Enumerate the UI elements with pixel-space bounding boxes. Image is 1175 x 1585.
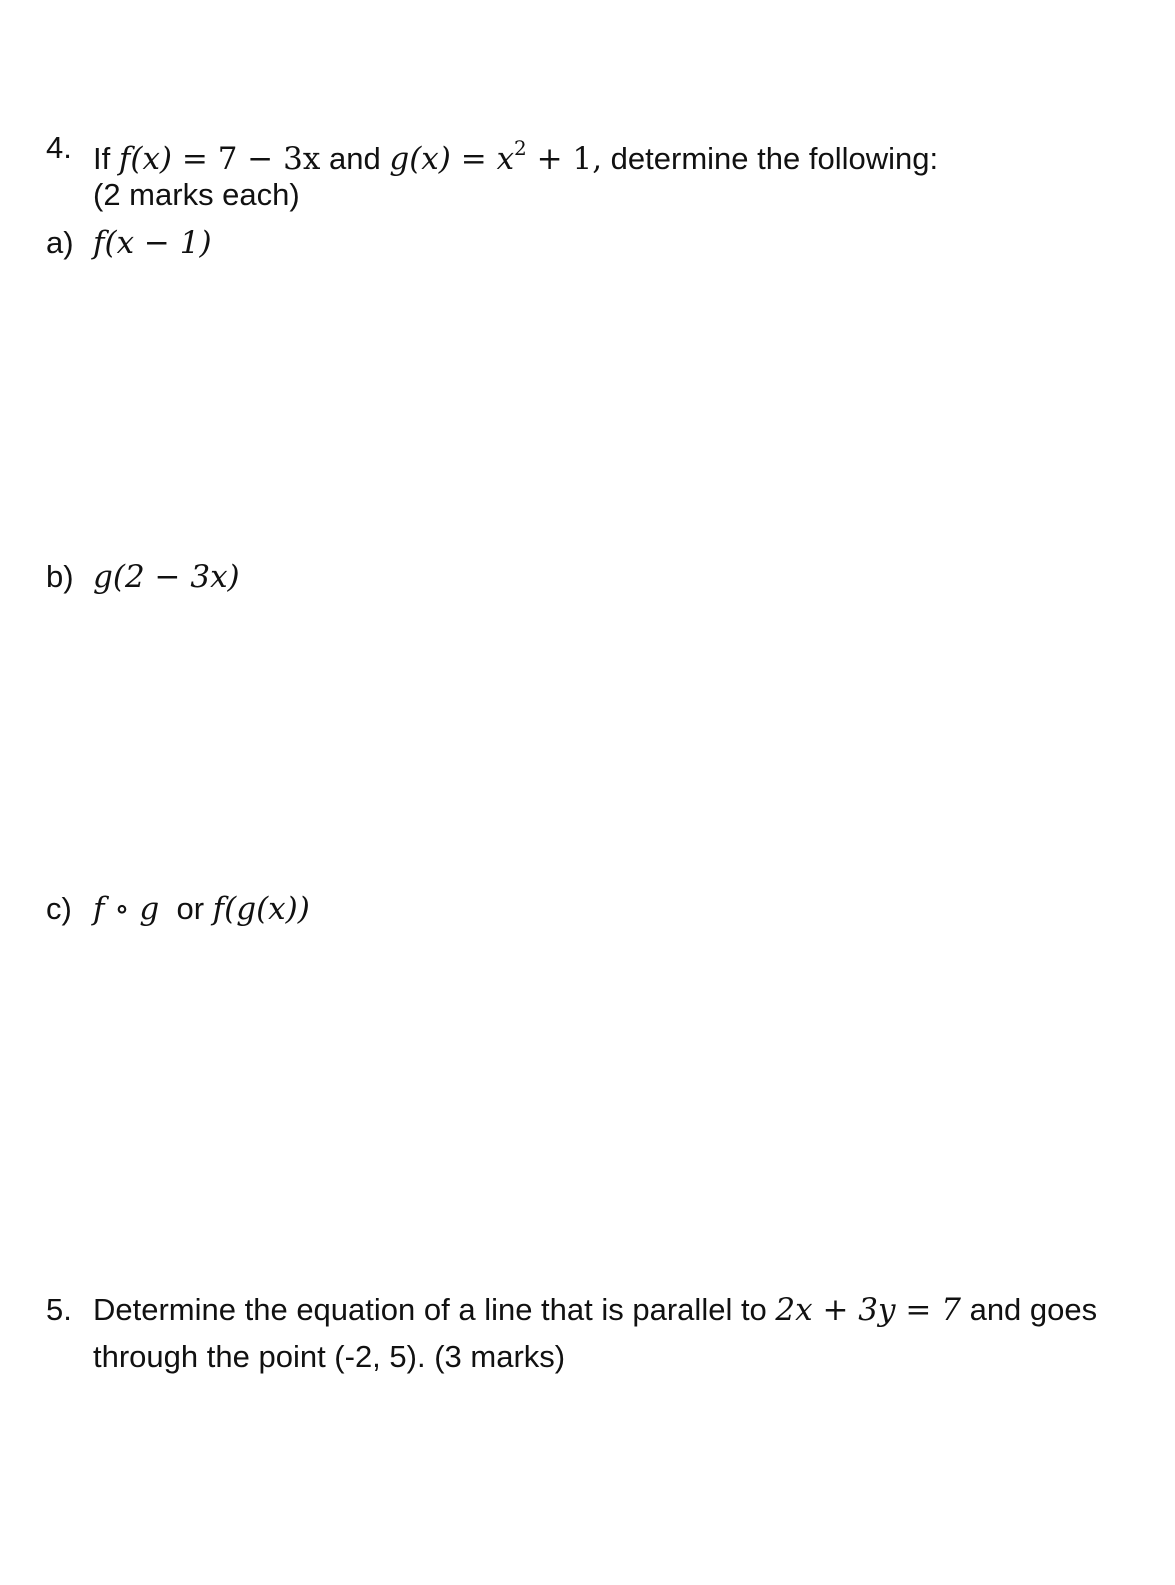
part-c-expression (93, 889, 310, 929)
question-5-statement (93, 1290, 1097, 1330)
part-b-expression: g(2 − 3x) (93, 559, 240, 595)
question-4-number: 4. (46, 130, 72, 165)
instruction-text: determine the following: (610, 141, 939, 176)
function-g-definition: $g(x) = x^2 + 1$, (389, 136, 603, 177)
function-f-definition: f(x) = 7 − 3x (118, 141, 321, 177)
part-b-label: b) (46, 559, 74, 594)
question-5-text-a: Determine the equation of a line that is parallel to (93, 1292, 767, 1327)
part-a-expression: f(x − 1) (93, 225, 212, 261)
question-5-continuation: through the point (-2, 5). (3 marks) (93, 1339, 566, 1374)
or-word: or (176, 891, 205, 926)
part-c-label: c) (46, 891, 72, 926)
if-word: If (93, 141, 111, 176)
composition-function-form: f(g(x)) (212, 891, 310, 927)
and-word: and (328, 141, 381, 176)
question-4-marks: (2 marks each) (93, 177, 300, 212)
question-4-statement (93, 128, 938, 179)
line-equation: 2x + 3y = 7 (775, 1292, 961, 1328)
question-5-number: 5. (46, 1292, 72, 1327)
question-5-text-b: and goes (969, 1292, 1098, 1327)
part-a-label: a) (46, 225, 74, 260)
composition-notation: f ∘ g (93, 891, 160, 927)
